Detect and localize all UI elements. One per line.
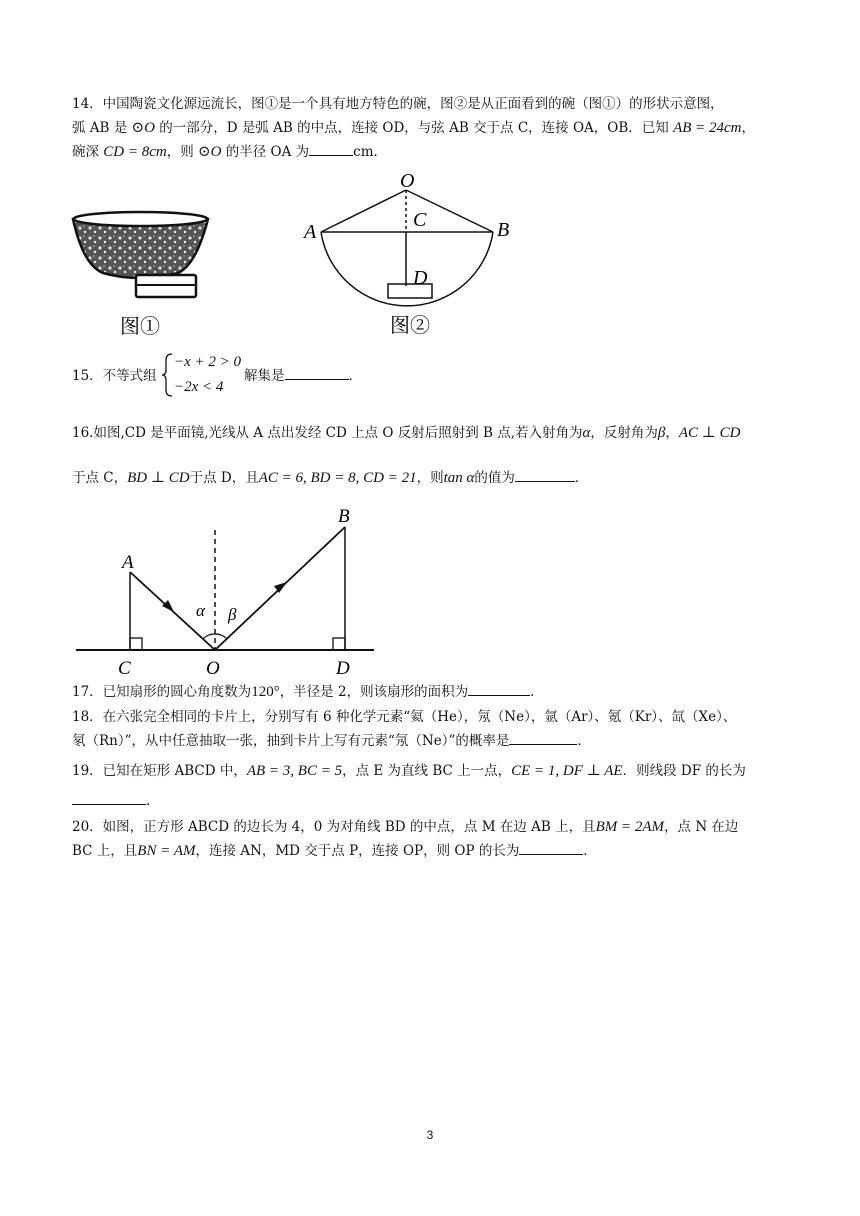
right-angle-D: [333, 638, 345, 650]
label-C: C: [118, 658, 131, 679]
label-C: C: [413, 209, 427, 231]
q14-answer-blank: [309, 141, 353, 156]
system-brace: [160, 352, 174, 398]
page-number: 3: [426, 1128, 434, 1142]
segment-OA: [321, 190, 406, 232]
q19-answer-blank: [72, 790, 146, 805]
label-B: B: [338, 506, 350, 527]
label-D: D: [413, 267, 428, 289]
label-alpha: α: [196, 601, 205, 620]
q18-answer-blank: [509, 730, 577, 745]
bowl-figure-1: [68, 205, 213, 340]
angle-arc-beta: [215, 634, 227, 639]
inequality-1: −x + 2 > 0: [174, 354, 242, 370]
question-15: 15．不等式组 −x + 2 > 0 −2x < 4 解集是 ．: [72, 350, 797, 400]
right-angle-C: [130, 638, 142, 650]
q20-line2: BC 上，且BN = AM，连接 AN，MD 交于点 P，连接 OP，则 OP 的长为 ．: [72, 839, 797, 863]
label-A: A: [122, 552, 134, 573]
question-19: 19．已知在矩形 ABCD 中，AB = 3, BC = 5，点 E 为直线 BC 上一点，CE = 1, DF ⊥ AE．则线段 DF 的长为: [72, 763, 746, 779]
arc-AB: [321, 232, 493, 306]
question-18: [72, 705, 797, 753]
label-beta: β: [228, 605, 237, 624]
label-A: A: [304, 221, 317, 243]
bowl-rim-shape: [74, 212, 208, 226]
q14-line1: 14．中国陶瓷文化源远流长，图①是一个具有地方特色的碗，图②是从正面看到的碗（图①）的形状示意图，: [72, 96, 724, 112]
q16-line1: 16.如图,CD 是平面镜,光线从 A 点出发经 CD 上点 O 反射后照射到 B 点,若入射角为α，反射角为β，AC ⊥ CD: [72, 425, 741, 441]
question-20: [72, 815, 797, 863]
q15-answer-blank: [285, 365, 349, 380]
label-B: B: [497, 219, 510, 241]
reflection-figure: [72, 500, 382, 680]
fig1-caption: 图①: [120, 316, 160, 338]
label-O: O: [206, 658, 220, 679]
q14-line3: 碗深 CD = 8cm，则 ⊙O 的半径 OA 为 cm．: [72, 140, 797, 164]
q19-line2: ．: [72, 789, 797, 813]
question-17: 17．已知扇形的圆心角度数为120°，半径是 2，则该扇形的面积为 ．: [72, 680, 797, 704]
q16-answer-blank: [515, 467, 575, 482]
angle-arc-alpha: [203, 634, 215, 639]
label-O: O: [400, 170, 415, 192]
fig2-caption: 图②: [390, 315, 430, 337]
inequality-2: −2x < 4: [174, 379, 224, 395]
q18-line2: 氡（Rn）”，从中任意抽取一张，抽到卡片上写有元素“氖（Ne）”的概率是 ．: [72, 729, 797, 753]
label-D: D: [336, 658, 350, 679]
q16-line2: 于点 C，BD ⊥ CD于点 D，且AC = 6, BD = 8, CD = 21，则tan α的值为 ．: [72, 466, 797, 490]
q20-line1: 20．如图，正方形 ABCD 的边长为 4，0 为对角线 BD 的中点，点 M 在边 AB 上，且BM = 2AM，点 N 在边: [72, 819, 739, 835]
q17-answer-blank: [468, 681, 530, 696]
q20-answer-blank: [519, 840, 583, 855]
q18-line1: 18．在六张完全相同的卡片上，分别写有 6 种化学元素“氦（He），氖（Ne），氩（Ar）、氪（Kr）、氙（Xe）、: [72, 709, 737, 725]
q14-line2: 弧 AB 是 ⊙O 的一部分，D 是弧 AB 的中点，连接 OD，与弦 AB 交于点 C，连接 OA，OB．已知 AB = 24cm，: [72, 120, 755, 136]
question-14: [72, 92, 797, 164]
bowl-cross-section-figure-2: [300, 168, 530, 338]
question-16: [72, 421, 797, 445]
